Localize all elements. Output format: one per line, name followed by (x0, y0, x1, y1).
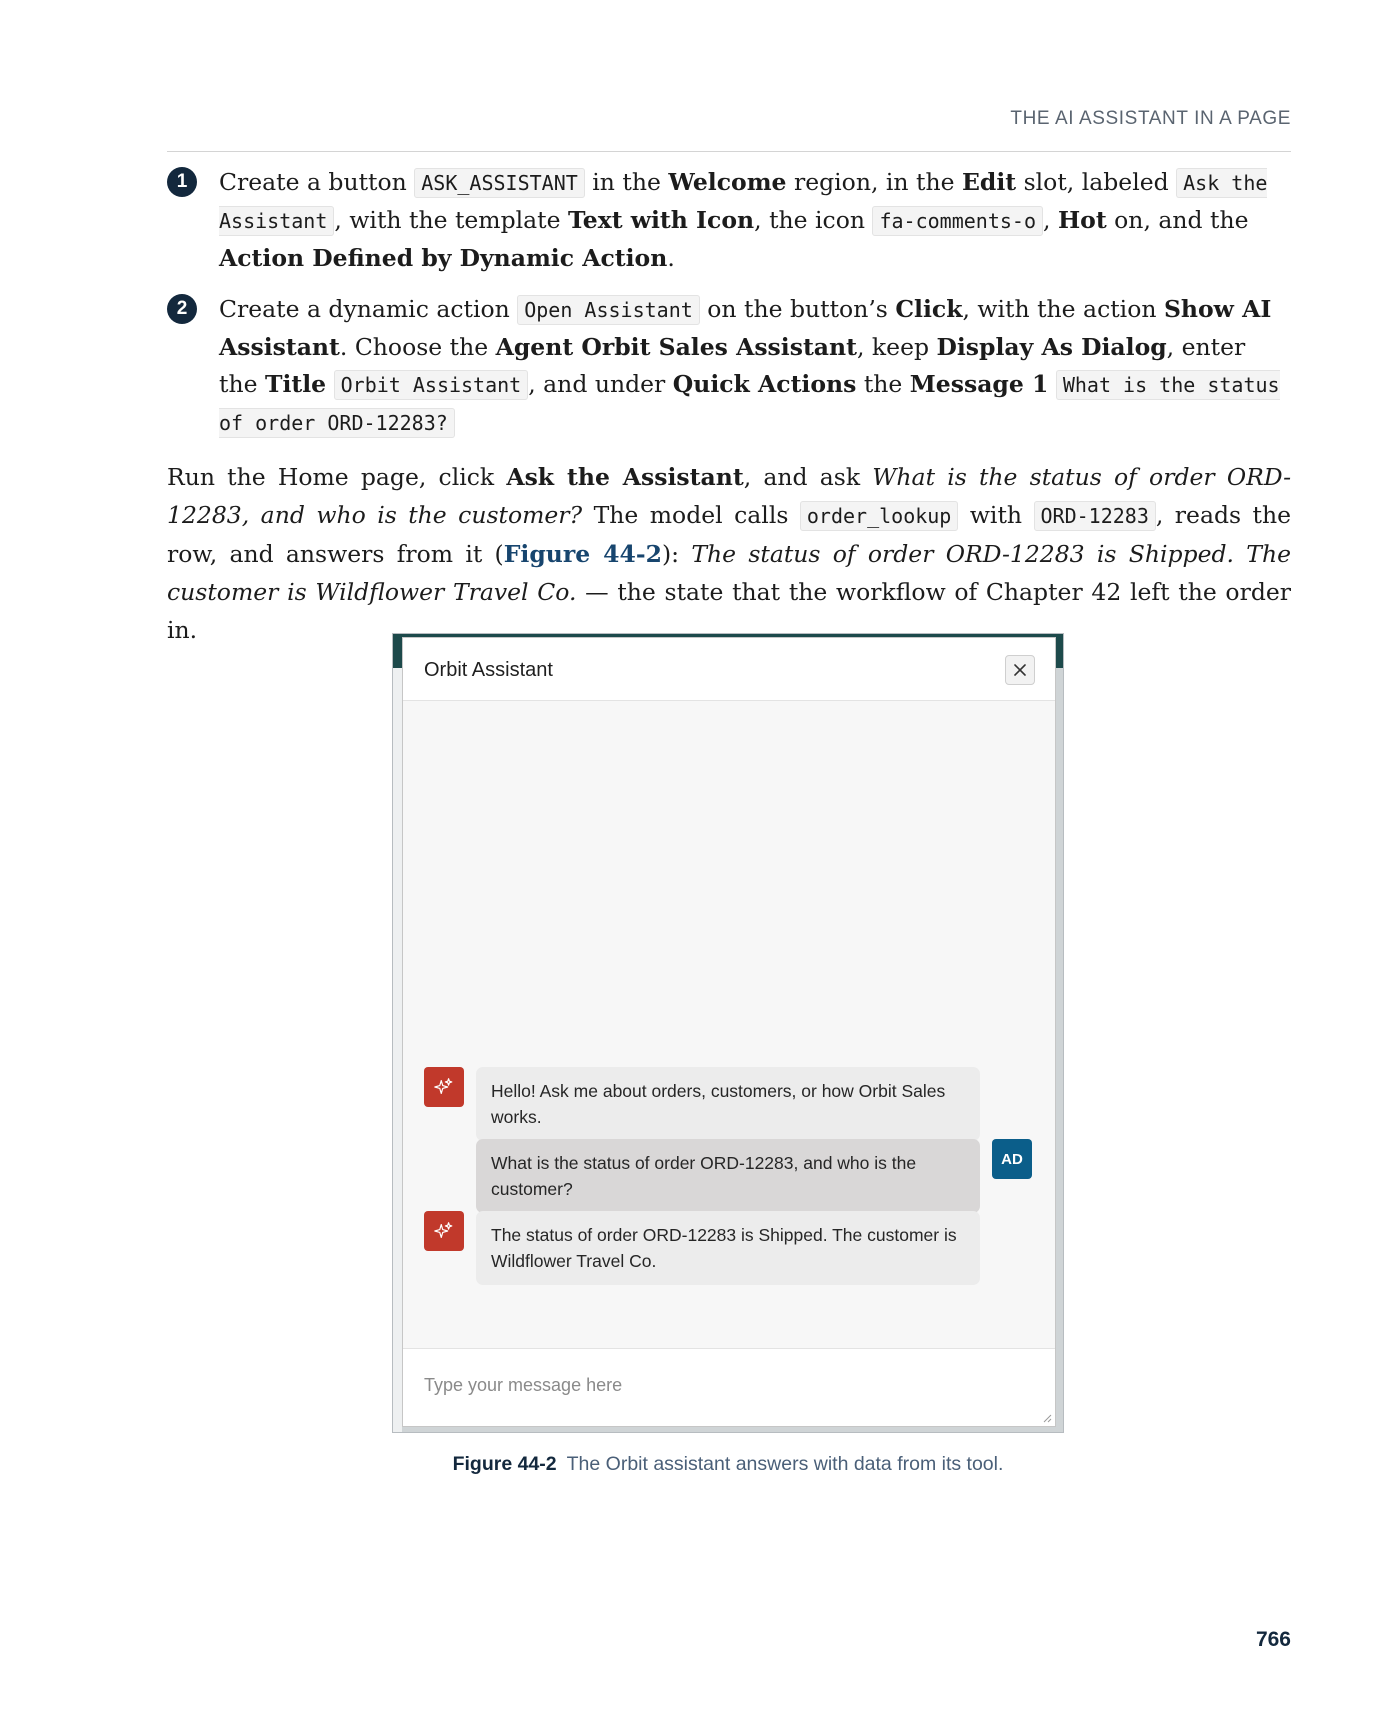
text-run: region, in the (786, 168, 962, 196)
message-composer (403, 1348, 1055, 1426)
bold-term: Message 1 (909, 370, 1049, 398)
bold-term: Hot (1057, 206, 1107, 234)
bold-term: Ask the Assistant (506, 463, 744, 491)
inline-code: What is the status of order ORD-12283? (219, 370, 1280, 438)
sparkle-icon (433, 1076, 455, 1098)
text-run: , and under (528, 370, 673, 398)
inline-code: ORD-12283 (1034, 501, 1156, 531)
text-run: , with the template (334, 206, 568, 234)
figure-cross-reference-link[interactable]: Figure 44-2 (503, 540, 662, 568)
italic-answer: The status of order ORD-12283 is Shipped. The customer is Wildflower Travel Co. (167, 540, 1291, 606)
resize-grip-icon[interactable] (1040, 1411, 1052, 1423)
sparkle-icon (433, 1220, 455, 1242)
assistant-avatar (424, 1211, 464, 1251)
bold-term: Click (895, 295, 963, 323)
italic-question: What is the status of order ORD-12283, and who is the customer? (167, 463, 1292, 529)
figure-number: Figure 44-2 (452, 1453, 557, 1475)
text-run: with (958, 501, 1034, 529)
step-number-badge: 1 (167, 167, 197, 197)
dialog-header (403, 638, 1055, 701)
close-button[interactable] (1005, 655, 1035, 685)
text-run: — the state that the workflow of Chapter 42 left the order in. (167, 578, 1291, 644)
text-run: slot, labeled (1016, 168, 1177, 196)
bold-term: Show AI Assistant (219, 295, 1272, 361)
inline-code: Ask the Assistant (219, 168, 1267, 236)
text-run: ): (661, 540, 692, 568)
step-2 (167, 291, 1291, 442)
text-run: , with the action (962, 295, 1164, 323)
text-run: , (1043, 206, 1058, 234)
text-run: , enter the (219, 333, 1246, 398)
background-page (393, 668, 402, 1432)
close-icon (1013, 663, 1027, 677)
caption-text: The Orbit assistant answers with data from its tool. (566, 1453, 1004, 1475)
step-1 (167, 164, 1291, 277)
text-run (1048, 370, 1055, 398)
step-text (219, 291, 1291, 442)
bold-term: Title (264, 370, 327, 398)
text-run: in the (584, 168, 669, 196)
inline-code: Open Assistant (517, 295, 700, 325)
assistant-message: Hello! Ask me about orders, customers, or how Orbit Sales works. (476, 1067, 980, 1141)
text-run: , reads the row, and answers from it ( (167, 501, 1292, 568)
text-run: Create a dynamic action (219, 295, 518, 323)
text-run: . (667, 244, 675, 272)
text-run: on the button’s (699, 295, 896, 323)
text-run: . Choose the (339, 333, 496, 361)
user-avatar: AD (992, 1139, 1032, 1179)
text-run: Run the Home page, click (167, 463, 507, 491)
bold-term: Agent Orbit Sales Assistant (495, 333, 857, 361)
bold-term: Quick Actions (672, 370, 857, 398)
text-run: , and ask (743, 463, 873, 491)
bold-term: Text with Icon (567, 206, 755, 234)
dialog-title: Orbit Assistant (424, 659, 553, 681)
assistant-dialog (402, 637, 1056, 1427)
step-number-badge: 2 (167, 294, 197, 324)
inline-code: order_lookup (800, 501, 959, 531)
figure-screenshot (392, 633, 1064, 1433)
text-run: The model calls (582, 501, 800, 529)
assistant-message: The status of order ORD-12283 is Shipped. The customer is Wildflower Travel Co. (476, 1211, 980, 1285)
user-message: What is the status of order ORD-12283, and who is the customer? (476, 1139, 980, 1213)
bold-term: Action Defined by Dynamic Action (219, 244, 668, 272)
inline-code: fa-comments-o (872, 206, 1043, 236)
bold-term: Edit (962, 168, 1017, 196)
body-paragraph (167, 458, 1291, 649)
text-run (326, 370, 333, 398)
text-run: the (856, 370, 910, 398)
bold-term: Display As Dialog (936, 333, 1167, 361)
step-text (219, 164, 1291, 277)
assistant-avatar (424, 1067, 464, 1107)
text-run: , the icon (754, 206, 873, 234)
message-input[interactable] (403, 1349, 1055, 1426)
bold-term: Welcome (668, 168, 787, 196)
page-number: 766 (1255, 1628, 1291, 1651)
header-rule (167, 151, 1291, 152)
text-run: , keep (856, 333, 937, 361)
inline-code: ASK_ASSISTANT (414, 168, 585, 198)
inline-code: Orbit Assistant (334, 370, 529, 400)
figure-caption (392, 1453, 1064, 1476)
text-run: on, and the (1106, 206, 1249, 234)
text-run: Create a button (219, 168, 415, 196)
running-head: THE AI ASSISTANT IN A PAGE (1010, 108, 1291, 129)
